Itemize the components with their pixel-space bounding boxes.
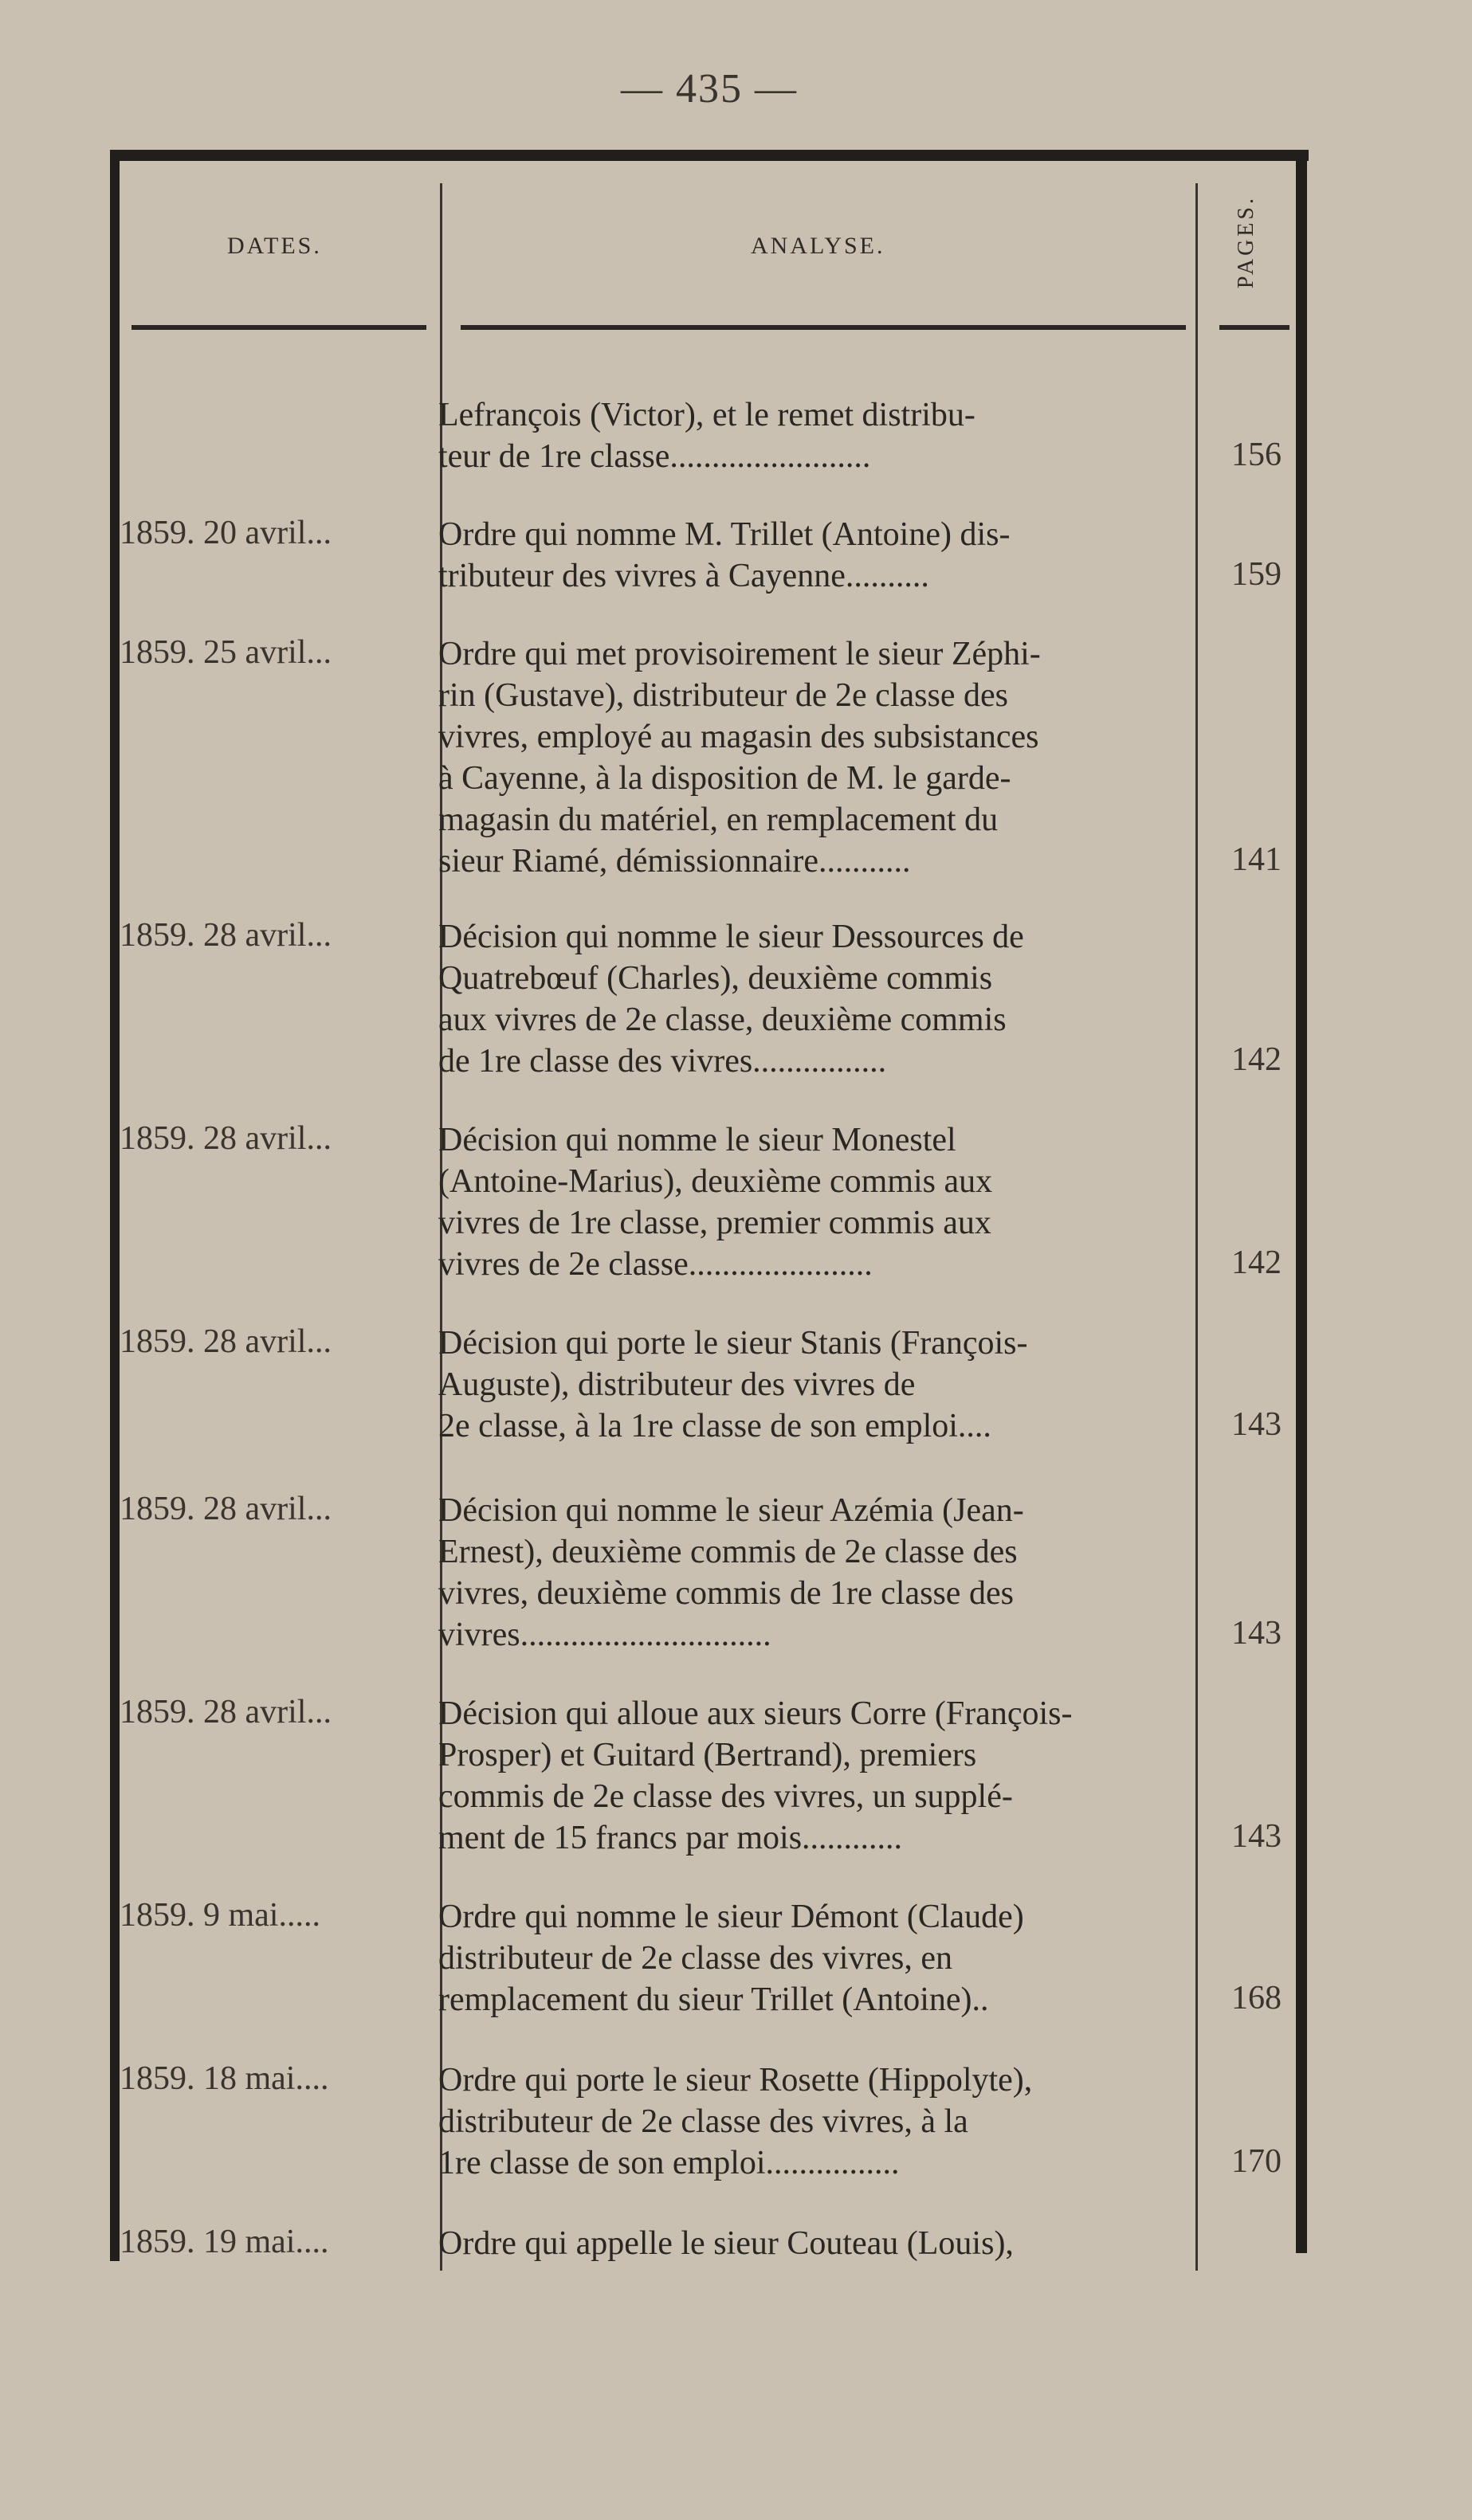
analysis-line: Ordre qui porte le sieur Rosette (Hippolyte), [438,2062,1033,2099]
analysis-line: (Antoine-Marius), deuxième commis aux [438,1163,993,1200]
analysis-line: vivres de 1re classe, premier commis aux [438,1205,991,1241]
table-frame-left [110,150,120,2261]
entry-date: 1859. 19 mai.... [120,2224,329,2260]
entry-analysis [438,514,1313,597]
entry-analysis [438,1119,1313,1285]
header-pages: PAGES. [1234,195,1258,289]
analysis-line: Ordre qui appelle le sieur Couteau (Louis), [438,2225,1014,2262]
analysis-line: de 1re classe des vivres................ [438,1043,887,1080]
entry-page-ref: 141 [1231,841,1282,878]
header-dates: DATES. [227,233,322,259]
entry-analysis [438,394,1313,477]
entry-page-ref: 156 [1231,437,1282,473]
entry-page-ref: 142 [1231,1041,1282,1078]
entry-analysis [438,633,1313,882]
analysis-line: 1re classe de son emploi................ [438,2145,900,2181]
entry-date: 1859. 28 avril... [120,1491,332,1527]
entry-date: 1859. 20 avril... [120,515,332,551]
entry-date: 1859. 9 mai..... [120,1897,320,1934]
analysis-line: vivres, employé au magasin des subsistances [438,719,1039,755]
analysis-line: Ordre qui nomme le sieur Démont (Claude) [438,1899,1024,1935]
entry-analysis [438,2060,1313,2184]
analysis-line: Décision qui alloue aux sieurs Corre (François- [438,1695,1073,1732]
analysis-line: Prosper) et Guitard (Bertrand), premiers [438,1737,977,1773]
entry-date: 1859. 28 avril... [120,1323,332,1360]
entry-page-ref: 143 [1231,1615,1282,1652]
analysis-line: vivres de 2e classe...................... [438,1246,873,1283]
page-number: — 435 — [621,66,798,112]
analysis-line: remplacement du sieur Trillet (Antoine).. [438,1981,989,2018]
entry-date: 1859. 28 avril... [120,1694,332,1730]
entry-analysis [438,916,1313,1082]
analysis-line: Décision qui nomme le sieur Azémia (Jean- [438,1492,1024,1529]
entry-date: 1859. 28 avril... [120,1120,332,1157]
entry-page-ref: 170 [1231,2143,1282,2180]
analysis-line: Ordre qui met provisoirement le sieur Zéphi- [438,636,1041,672]
analysis-line: vivres.............................. [438,1617,771,1653]
analysis-line: Lefrançois (Victor), et le remet distribu- [438,397,975,433]
analysis-line: commis de 2e classe des vivres, un supplé- [438,1778,1013,1815]
analysis-line: Auguste), distributeur des vivres de [438,1366,916,1403]
analysis-line: distributeur de 2e classe des vivres, à la [438,2103,968,2140]
analysis-line: magasin du matériel, en remplacement du [438,801,999,838]
analysis-line: teur de 1re classe........................ [438,438,871,475]
table-frame-top [112,150,1309,161]
entry-page-ref: 168 [1231,1980,1282,2016]
entry-page-ref: 143 [1231,1406,1282,1443]
header-rule-dates [131,325,426,330]
analysis-line: tributeur des vivres à Cayenne.......... [438,558,929,594]
analysis-line: Décision qui nomme le sieur Dessources de [438,919,1024,955]
analysis-line: Décision qui porte le sieur Stanis (François- [438,1325,1028,1362]
analysis-line: ment de 15 francs par mois............ [438,1820,903,1856]
analysis-line: Ordre qui nomme M. Trillet (Antoine) dis- [438,516,1011,553]
analysis-line: à Cayenne, à la disposition de M. le garde- [438,760,1011,797]
analysis-line: Ernest), deuxième commis de 2e classe des [438,1534,1018,1570]
entry-page-ref: 142 [1231,1244,1282,1281]
analysis-line: distributeur de 2e classe des vivres, en [438,1940,952,1977]
entry-analysis [438,1323,1313,1447]
entry-page-ref: 143 [1231,1818,1282,1855]
analysis-line: Décision qui nomme le sieur Monestel [438,1122,956,1158]
entry-date: 1859. 25 avril... [120,634,332,671]
analysis-line: rin (Gustave), distributeur de 2e classe des [438,677,1008,714]
analysis-line: aux vivres de 2e classe, deuxième commis [438,1001,1007,1038]
analysis-line: 2e classe, à la 1re classe de son emploi.... [438,1408,991,1444]
entry-analysis [438,1693,1313,1859]
entry-analysis [438,1896,1313,2020]
header-rule-pages [1219,325,1289,330]
entry-page-ref: 159 [1231,556,1282,593]
analysis-line: vivres, deuxième commis de 1re classe des [438,1575,1014,1612]
entry-analysis [438,2223,1313,2264]
header-analyse: ANALYSE. [751,233,885,259]
entry-date: 1859. 28 avril... [120,917,332,954]
header-rule-analyse [461,325,1186,330]
analysis-line: sieur Riamé, démissionnaire........... [438,843,911,880]
entry-date: 1859. 18 mai.... [120,2060,329,2097]
entry-analysis [438,1490,1313,1656]
analysis-line: Quatrebœuf (Charles), deuxième commis [438,960,993,997]
